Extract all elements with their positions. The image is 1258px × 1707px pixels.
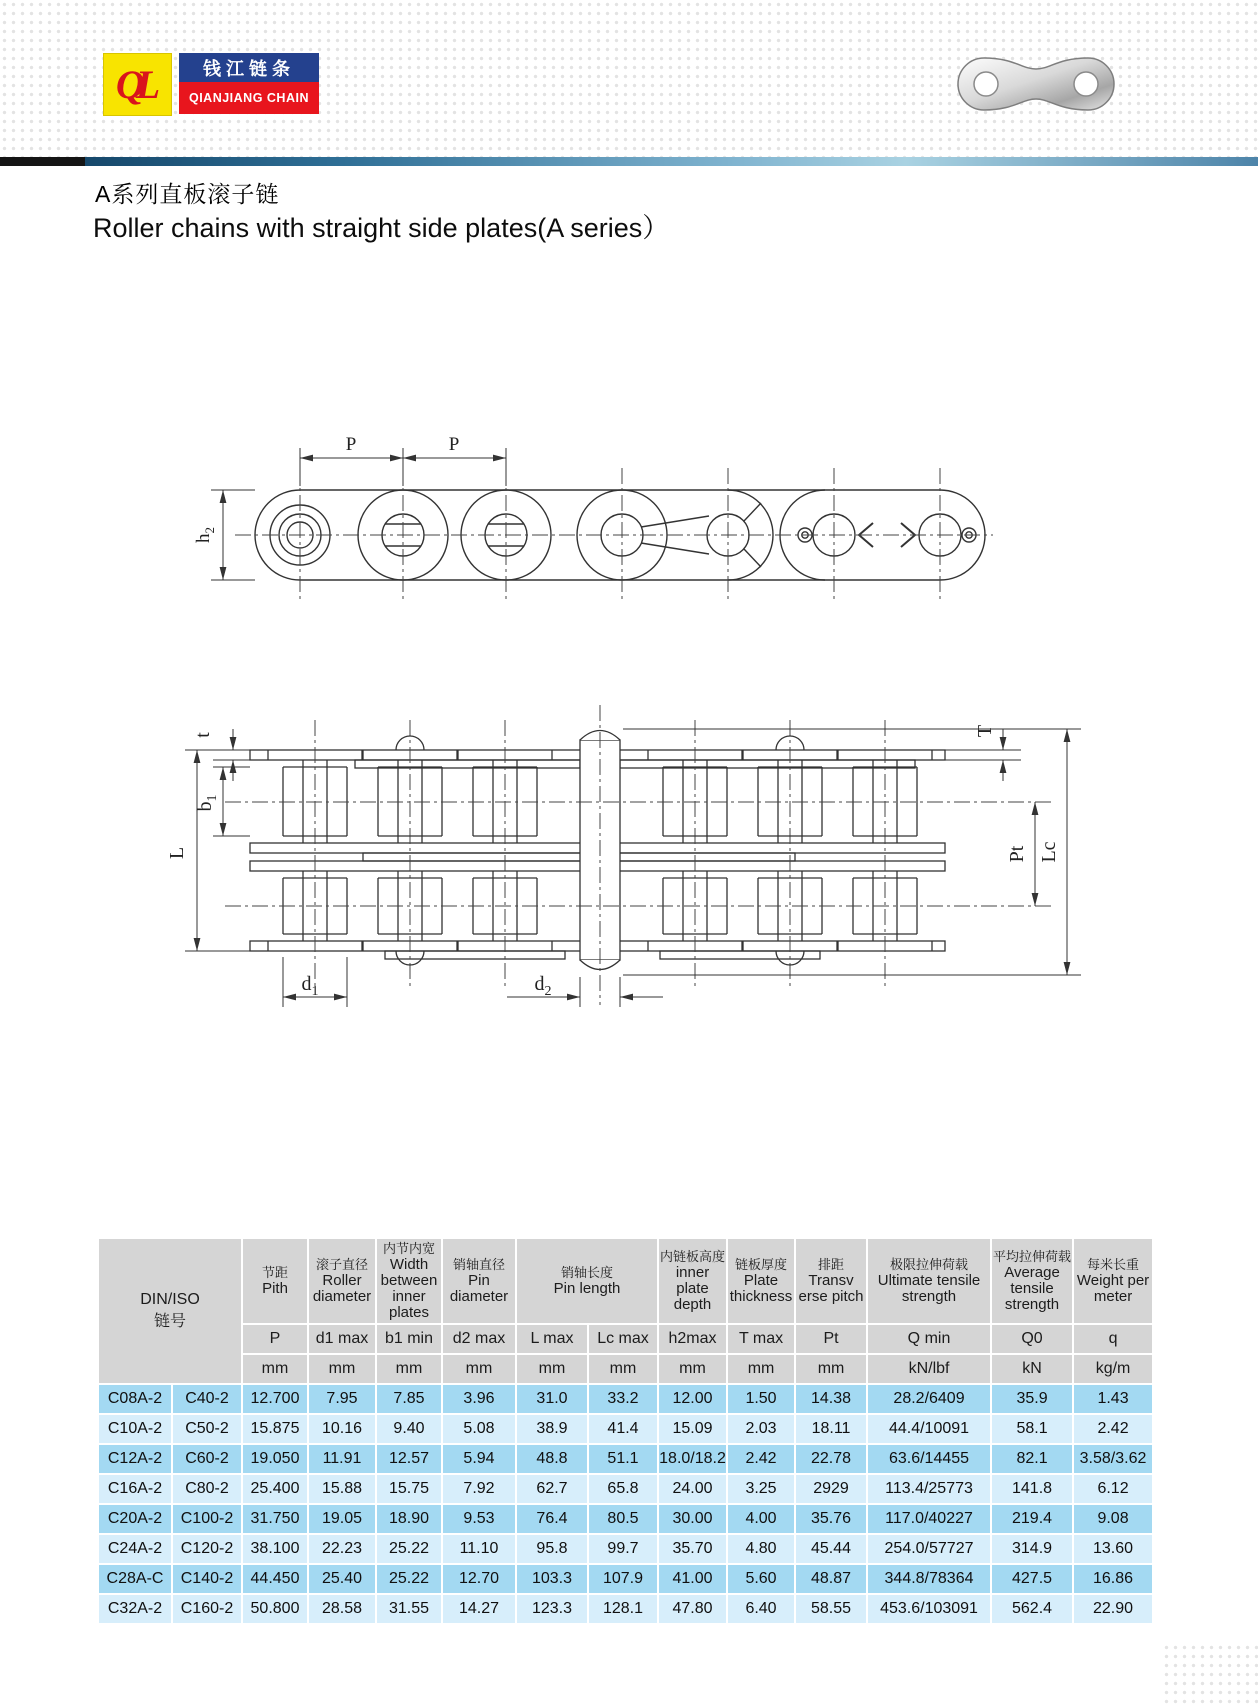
- table-cell: 35.70: [659, 1535, 726, 1563]
- table-cell: 24.00: [659, 1475, 726, 1503]
- sym-q0: Q0: [992, 1325, 1072, 1353]
- table-cell: 25.22: [377, 1535, 441, 1563]
- table-cell: 3.25: [728, 1475, 794, 1503]
- table-cell: 99.7: [589, 1535, 657, 1563]
- header-inner-width: 内节内宽 Width between inner plates: [377, 1239, 441, 1323]
- table-cell: 22.78: [796, 1445, 866, 1473]
- unit-b1: mm: [377, 1355, 441, 1383]
- table-cell: 10.16: [309, 1415, 375, 1443]
- unit-pt: mm: [796, 1355, 866, 1383]
- table-cell: 11.91: [309, 1445, 375, 1473]
- sym-t: T max: [728, 1325, 794, 1353]
- table-cell: 12.700: [243, 1385, 307, 1413]
- table-cell: 1.50: [728, 1385, 794, 1413]
- table-cell: 18.0/18.2: [659, 1445, 726, 1473]
- sym-h2: h2max: [659, 1325, 726, 1353]
- table-cell: 128.1: [589, 1595, 657, 1623]
- dim-label-b1: $b_1$: [194, 794, 220, 812]
- table-cell: 2.42: [1074, 1415, 1152, 1443]
- logo-name-en: QIANJIANG CHAIN: [179, 82, 319, 114]
- logo-text: [179, 53, 319, 114]
- header-plate-depth: 内链板高度 inner plate depth: [659, 1239, 726, 1323]
- table-cell: 7.92: [443, 1475, 515, 1503]
- sym-b1: b1 min: [377, 1325, 441, 1353]
- table-cell: C50-2: [173, 1415, 241, 1443]
- chain-side-view-drawing: [185, 420, 1005, 620]
- dim-label-p2: P: [448, 434, 460, 455]
- table-cell: 62.7: [517, 1475, 587, 1503]
- table-cell: 14.38: [796, 1385, 866, 1413]
- table-cell: C12A-2: [99, 1445, 171, 1473]
- table-cell: 35.76: [796, 1505, 866, 1533]
- table-row: [99, 1475, 1152, 1503]
- table-cell: 51.1: [589, 1445, 657, 1473]
- table-cell: C40-2: [173, 1385, 241, 1413]
- header-plate-thickness: 链板厚度 Plate thickness: [728, 1239, 794, 1323]
- table-cell: 30.00: [659, 1505, 726, 1533]
- table-cell: 47.80: [659, 1595, 726, 1623]
- table-cell: 58.1: [992, 1415, 1072, 1443]
- header-roller-diameter: 滚子直径 Roller diameter: [309, 1239, 375, 1323]
- table-cell: 344.8/78364: [868, 1565, 990, 1593]
- unit-t: mm: [728, 1355, 794, 1383]
- table-cell: C140-2: [173, 1565, 241, 1593]
- table-cell: 15.09: [659, 1415, 726, 1443]
- sym-d1: d1 max: [309, 1325, 375, 1353]
- dim-label-h2: $h_2$: [193, 527, 217, 543]
- divider-bar-black: [0, 157, 85, 166]
- divider-bar-blue: [85, 157, 1258, 166]
- unit-q0: kN: [992, 1355, 1072, 1383]
- table-cell: 25.40: [309, 1565, 375, 1593]
- table-row: [99, 1565, 1152, 1593]
- dim-label-l: L: [166, 846, 188, 860]
- logo-name-cn: 钱江链条: [179, 53, 319, 82]
- table-cell: 28.2/6409: [868, 1385, 990, 1413]
- table-cell: 19.05: [309, 1505, 375, 1533]
- dim-label-t: t: [192, 732, 214, 738]
- sym-pt: Pt: [796, 1325, 866, 1353]
- table-cell: 113.4/25773: [868, 1475, 990, 1503]
- table-cell: 219.4: [992, 1505, 1072, 1533]
- spec-table: [97, 1237, 1154, 1625]
- table-cell: 65.8: [589, 1475, 657, 1503]
- table-cell: 4.00: [728, 1505, 794, 1533]
- table-header-row-names: [99, 1239, 1152, 1323]
- table-cell: 41.4: [589, 1415, 657, 1443]
- sym-qmin: Q min: [868, 1325, 990, 1353]
- dim-label-p1: P: [345, 434, 357, 455]
- table-cell: 5.08: [443, 1415, 515, 1443]
- table-cell: 15.88: [309, 1475, 375, 1503]
- dim-label-d2: $d_2$: [534, 973, 552, 999]
- table-cell: 15.75: [377, 1475, 441, 1503]
- table-cell: 2929: [796, 1475, 866, 1503]
- header-pin-length: 销轴长度 Pin length: [517, 1239, 657, 1323]
- header-pitch: 节距 Pith: [243, 1239, 307, 1323]
- unit-d1: mm: [309, 1355, 375, 1383]
- table-cell: C24A-2: [99, 1535, 171, 1563]
- header-din-iso: DIN/ISO 链号: [99, 1239, 241, 1383]
- table-row: [99, 1535, 1152, 1563]
- company-logo: [103, 53, 319, 116]
- unit-lmax: mm: [517, 1355, 587, 1383]
- table-cell: 50.800: [243, 1595, 307, 1623]
- unit-qmin: kN/lbf: [868, 1355, 990, 1383]
- table-cell: C20A-2: [99, 1505, 171, 1533]
- table-cell: 95.8: [517, 1535, 587, 1563]
- table-cell: 7.85: [377, 1385, 441, 1413]
- table-cell: 427.5: [992, 1565, 1072, 1593]
- header-pin-diameter: 销轴直径 Pin diameter: [443, 1239, 515, 1323]
- table-cell: 25.22: [377, 1565, 441, 1593]
- table-cell: 63.6/14455: [868, 1445, 990, 1473]
- table-cell: 41.00: [659, 1565, 726, 1593]
- table-cell: 45.44: [796, 1535, 866, 1563]
- table-cell: 31.55: [377, 1595, 441, 1623]
- table-cell: 38.9: [517, 1415, 587, 1443]
- table-cell: 453.6/103091: [868, 1595, 990, 1623]
- unit-q: kg/m: [1074, 1355, 1152, 1383]
- header-ultimate-strength: 极限拉伸荷载 Ultimate tensile strength: [868, 1239, 990, 1323]
- table-cell: 38.100: [243, 1535, 307, 1563]
- header-average-strength: 平均拉伸荷载 Average tensile strength: [992, 1239, 1072, 1323]
- table-cell: 22.90: [1074, 1595, 1152, 1623]
- unit-d2: mm: [443, 1355, 515, 1383]
- table-cell: 31.750: [243, 1505, 307, 1533]
- table-cell: 15.875: [243, 1415, 307, 1443]
- table-cell: 117.0/40227: [868, 1505, 990, 1533]
- unit-h2: mm: [659, 1355, 726, 1383]
- table-cell: C160-2: [173, 1595, 241, 1623]
- table-row: [99, 1445, 1152, 1473]
- table-cell: 28.58: [309, 1595, 375, 1623]
- divider-bar: [0, 157, 1258, 166]
- header-transverse-pitch: 排距 Transv erse pitch: [796, 1239, 866, 1323]
- table-cell: 18.90: [377, 1505, 441, 1533]
- table-cell: C16A-2: [99, 1475, 171, 1503]
- table-cell: 48.8: [517, 1445, 587, 1473]
- table-cell: 6.12: [1074, 1475, 1152, 1503]
- corner-dot-pattern: [1162, 1643, 1258, 1707]
- logo-mark: [103, 53, 172, 116]
- table-row: [99, 1595, 1152, 1623]
- table-cell: 141.8: [992, 1475, 1072, 1503]
- dim-label-lc: Lc: [1038, 841, 1060, 863]
- table-cell: 22.23: [309, 1535, 375, 1563]
- table-cell: 19.050: [243, 1445, 307, 1473]
- table-cell: 2.42: [728, 1445, 794, 1473]
- table-cell: 1.43: [1074, 1385, 1152, 1413]
- unit-p: mm: [243, 1355, 307, 1383]
- table-cell: 80.5: [589, 1505, 657, 1533]
- table-cell: 48.87: [796, 1565, 866, 1593]
- table-cell: 11.10: [443, 1535, 515, 1563]
- table-cell: 9.08: [1074, 1505, 1152, 1533]
- table-body: [99, 1385, 1152, 1623]
- table-cell: 18.11: [796, 1415, 866, 1443]
- table-cell: 103.3: [517, 1565, 587, 1593]
- table-cell: 12.00: [659, 1385, 726, 1413]
- table-cell: 562.4: [992, 1595, 1072, 1623]
- table-cell: 254.0/57727: [868, 1535, 990, 1563]
- table-cell: C28A-C: [99, 1565, 171, 1593]
- table-cell: 5.94: [443, 1445, 515, 1473]
- page-title-cn: A系列直板滚子链: [95, 181, 280, 207]
- table-cell: C120-2: [173, 1535, 241, 1563]
- table-cell: 14.27: [443, 1595, 515, 1623]
- table-row: [99, 1385, 1152, 1413]
- table-cell: 6.40: [728, 1595, 794, 1623]
- header-weight: 每米长重 Weight per meter: [1074, 1239, 1152, 1323]
- table-cell: 4.80: [728, 1535, 794, 1563]
- table-cell: C60-2: [173, 1445, 241, 1473]
- page-title-en: Roller chains with straight side plates(A series）: [93, 213, 670, 243]
- sym-lcmax: Lc max: [589, 1325, 657, 1353]
- table-header-row-units: [99, 1355, 1152, 1383]
- table-cell: 2.03: [728, 1415, 794, 1443]
- table-cell: 33.2: [589, 1385, 657, 1413]
- page-header: [0, 0, 1258, 157]
- table-cell: C08A-2: [99, 1385, 171, 1413]
- table-cell: 76.4: [517, 1505, 587, 1533]
- table-cell: 16.86: [1074, 1565, 1152, 1593]
- table-cell: 5.60: [728, 1565, 794, 1593]
- table-cell: 3.96: [443, 1385, 515, 1413]
- table-cell: 7.95: [309, 1385, 375, 1413]
- table-cell: C32A-2: [99, 1595, 171, 1623]
- chain-plan-view-drawing: [155, 645, 1085, 1035]
- table-row: [99, 1415, 1152, 1443]
- table-cell: 25.400: [243, 1475, 307, 1503]
- table-cell: 9.53: [443, 1505, 515, 1533]
- dim-label-T: T: [974, 724, 996, 738]
- sym-q: q: [1074, 1325, 1152, 1353]
- table-header-row-symbols: [99, 1325, 1152, 1353]
- table-cell: 12.70: [443, 1565, 515, 1593]
- table-cell: 35.9: [992, 1385, 1072, 1413]
- table-cell: 44.4/10091: [868, 1415, 990, 1443]
- table-cell: 9.40: [377, 1415, 441, 1443]
- table-cell: 58.55: [796, 1595, 866, 1623]
- logo-monogram-icon: QL: [115, 61, 152, 107]
- table-cell: 107.9: [589, 1565, 657, 1593]
- sym-lmax: L max: [517, 1325, 587, 1353]
- dim-label-pt: Pt: [1006, 845, 1028, 863]
- table-cell: 82.1: [992, 1445, 1072, 1473]
- sym-p: P: [243, 1325, 307, 1353]
- table-cell: C80-2: [173, 1475, 241, 1503]
- chain-plate-image: [956, 48, 1116, 120]
- table-cell: 123.3: [517, 1595, 587, 1623]
- table-cell: C10A-2: [99, 1415, 171, 1443]
- table-row: [99, 1505, 1152, 1533]
- table-cell: C100-2: [173, 1505, 241, 1533]
- unit-lcmax: mm: [589, 1355, 657, 1383]
- table-cell: 314.9: [992, 1535, 1072, 1563]
- table-cell: 12.57: [377, 1445, 441, 1473]
- table-cell: 3.58/3.62: [1074, 1445, 1152, 1473]
- sym-d2: d2 max: [443, 1325, 515, 1353]
- dim-label-d1: $d_1$: [301, 973, 319, 999]
- table-cell: 31.0: [517, 1385, 587, 1413]
- table-cell: 13.60: [1074, 1535, 1152, 1563]
- table-cell: 44.450: [243, 1565, 307, 1593]
